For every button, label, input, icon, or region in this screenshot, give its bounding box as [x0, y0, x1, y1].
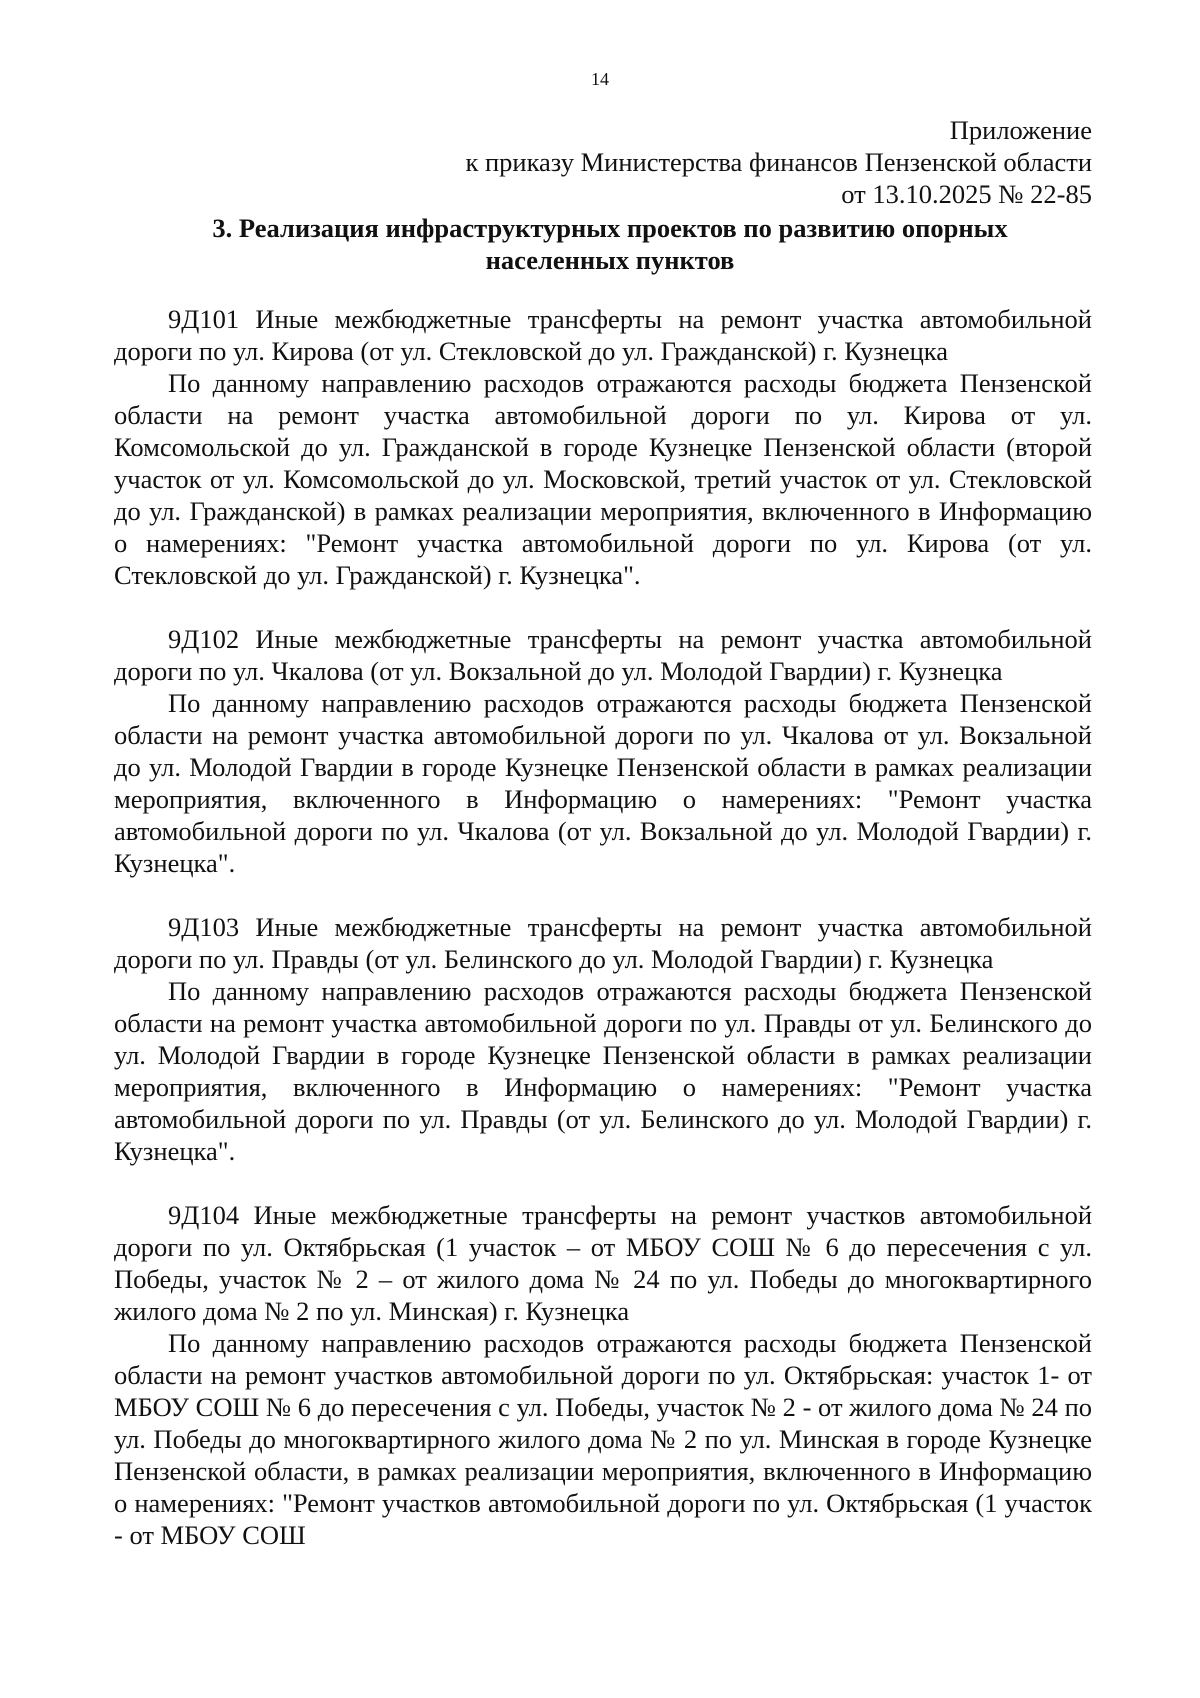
appendix-order-reference: к приказу Министерства финансов Пензенской области: [465, 147, 1092, 177]
expense-block-9d103: [114, 911, 1092, 1167]
expense-description: По данному направлению расходов отражаются расходы бюджета Пензенской области на ремонт участков автомобильной дороги по ул. Октябрьская: участок 1- от МБОУ СОШ № 6 до пересечения с ул. Победы, участок № 2 - от жилого дома № 24 по ул. Победы до многоквартирного жилого дома № 2 по ул. Минская в городе Кузнецке Пензенской области, в рамках реализации мероприятия, включенного в Информацию о намерениях: "Ремонт участков автомобильной дороги по ул. Октябрьская (1 участок - от МБОУ СОШ: [114, 1328, 1092, 1550]
expense-description: По данному направлению расходов отражаются расходы бюджета Пензенской области на ремонт участка автомобильной дороги по ул. Кирова от ул. Комсомольской до ул. Гражданской в городе Кузнецке Пензенской области (второй участок от ул. Комсомольской до ул. Московской, третий участок от ул. Стекловской до ул. Гражданской) в рамках реализации мероприятия, включенного в Информацию о намерениях: "Ремонт участка автомобильной дороги по ул. Кирова (от ул. Стекловской до ул. Гражданской) г. Кузнецка".: [114, 368, 1092, 590]
expense-block-9d104: [114, 1199, 1092, 1551]
expense-description: По данному направлению расходов отражаются расходы бюджета Пензенской области на ремонт участка автомобильной дороги по ул. Правды от ул. Белинского до ул. Молодой Гвардии в городе Кузнецке Пензенской области в рамках реализации мероприятия, включенного в Информацию о намерениях: "Ремонт участка автомобильной дороги по ул. Правды (от ул. Белинского до ул. Молодой Гвардии) г. Кузнецка".: [114, 976, 1092, 1166]
appendix-header: [192, 114, 1092, 210]
section-title-line-1: 3. Реализация инфраструктурных проектов по развитию опорных: [212, 213, 1008, 243]
appendix-label: Приложение: [949, 115, 1092, 145]
section-title-line-2: населенных пунктов: [485, 245, 735, 275]
expense-heading: 9Д102 Иные межбюджетные трансферты на ремонт участка автомобильной дороги по ул. Чкалова (от ул. Вокзальной до ул. Молодой Гвардии) г. Кузнецка: [114, 624, 1092, 686]
page-number: 14: [591, 69, 609, 89]
expense-block-9d102: [114, 623, 1092, 879]
section-title: [160, 212, 1060, 276]
document-body: [114, 303, 1092, 1551]
expense-heading: 9Д103 Иные межбюджетные трансферты на ремонт участка автомобильной дороги по ул. Правды (от ул. Белинского до ул. Молодой Гвардии) г. Кузнецка: [114, 912, 1092, 974]
expense-heading: 9Д104 Иные межбюджетные трансферты на ремонт участков автомобильной дороги по ул. Октябрьская (1 участок – от МБОУ СОШ № 6 до пересечения с ул. Победы, участок № 2 – от жилого дома № 24 по ул. Победы до многоквартирного жилого дома № 2 по ул. Минская) г. Кузнецка: [114, 1200, 1092, 1326]
expense-block-9d101: [114, 303, 1092, 591]
expense-heading: 9Д101 Иные межбюджетные трансферты на ремонт участка автомобильной дороги по ул. Кирова (от ул. Стекловской до ул. Гражданской) г. Кузнецка: [114, 304, 1092, 366]
appendix-order-date-number: от 13.10.2025 № 22-85: [841, 179, 1092, 209]
expense-description: По данному направлению расходов отражаются расходы бюджета Пензенской области на ремонт участка автомобильной дороги по ул. Чкалова от ул. Вокзальной до ул. Молодой Гвардии в городе Кузнецке Пензенской области в рамках реализации мероприятия, включенного в Информацию о намерениях: "Ремонт участка автомобильной дороги по ул. Чкалова (от ул. Вокзальной до ул. Молодой Гвардии) г. Кузнецка".: [114, 688, 1092, 878]
